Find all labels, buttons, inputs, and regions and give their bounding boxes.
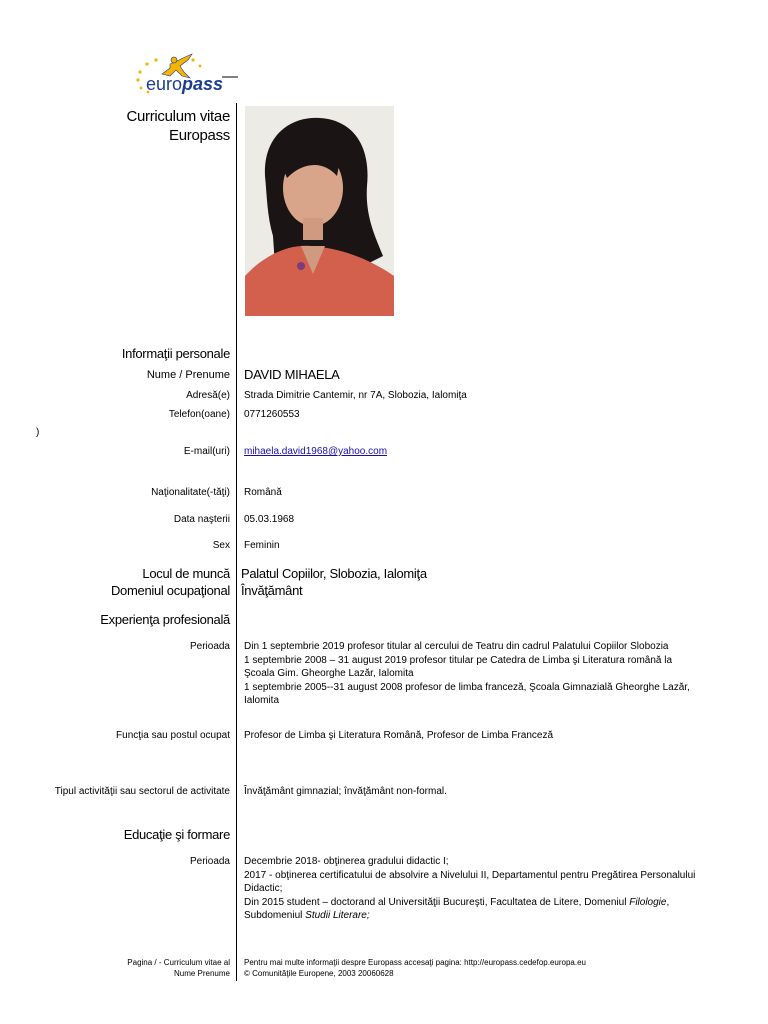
education-period-label: Perioada [189,856,230,867]
experience-period-line: 1 septembrie 2008 – 31 august 2019 profesor titular pe Catedra de Limba şi Literatura română la [244,654,673,666]
europass-wordmark [146,74,223,95]
email-value-wrap [244,446,387,457]
education-line5-italic: Studii Literare; [305,910,370,921]
logo-euro-text: euro [146,74,183,94]
position-value: Profesor de Limba şi Literatura Română, Profesor de Limba Franceză [244,730,554,741]
occupational-domain-value: Învăţământ [241,583,303,598]
footer-right-line2: © Comunităţile Europene, 2003 20060628 [244,969,394,978]
education-line4-italic: Filologie [629,896,667,908]
footer-right-line1: Pentru mai multe informaţii despre Europass accesaţi pagina: http://europass.cedefop.europa.eu [244,958,586,967]
education-line5-text: Subdomeniul [244,910,306,921]
activity-sector-label: Tipul activităţii sau sectorul de activitate [54,786,230,797]
phone-value: 0771260553 [244,409,300,420]
section-experience-title: Experienţa profesională [100,612,230,627]
activity-sector-value: Învăţământ gimnazial; învăţământ non-formal. [244,786,447,797]
phone-label: Telefon(oane) [168,409,230,420]
sex-value: Feminin [244,540,280,551]
experience-period-line: 1 septembrie 2005--31 august 2008 profesor de limba franceză, Şcoala Gimnazială Gheorghe Lazăr, [244,681,690,693]
column-divider-top [236,103,237,963]
cv-title-line1: Curriculum vitae [126,108,230,125]
education-line: Decembrie 2018- obţinerea gradului didactic I; [244,856,449,867]
europass-logo [130,50,240,98]
education-line: 2017 - obţinerea certificatului de absolvire a Nivelului II, Departamentul pentru Pregătirea Personalului [244,869,696,881]
section-education-title: Educaţie şi formare [123,827,230,842]
education-line4-text: Din 2015 student – doctorand al Universităţii Bucureşti, Facultatea de Litere, Domeniul [244,896,630,908]
experience-period-line: Din 1 septembrie 2019 profesor titular al cercului de Teatru din cadrul Palatului Copiilor Slobozia [244,641,669,652]
address-label: Adresă(e) [186,390,230,401]
address-value: Strada Dimitrie Cantemir, nr 7A, Slobozia, Ialomiţa [244,390,467,401]
education-period-value [244,855,734,923]
cv-title-line2: Europass [169,127,230,144]
footer-left-line2: Nume Prenume [173,969,230,978]
experience-period-line: Ialomita [244,695,280,706]
experience-period-value [244,640,734,708]
email-label: E-mail(uri) [183,446,230,457]
profile-photo-image [245,106,394,316]
education-line: Didactic; [244,883,283,894]
birthdate-value: 05.03.1968 [244,514,295,525]
nationality-label: Naţionalitate(-tăţi) [151,487,230,498]
name-label: Nume / Prenume [146,369,230,381]
workplace-value: Palatul Copiilor, Slobozia, Ialomiţa [241,566,427,581]
experience-period-label: Perioada [189,641,230,652]
occupational-domain-label: Domeniul ocupaţional [110,583,230,598]
nationality-value: Română [244,487,282,498]
education-line [244,896,734,910]
stray-character: ) [36,427,40,438]
birthdate-label: Data naşterii [173,514,230,525]
footer-left-line1: Pagina / - Curriculum vitae al [127,958,230,967]
education-line4-end: , [666,896,670,908]
column-divider-footer [236,955,237,981]
education-line [244,909,734,923]
profile-photo [245,106,394,316]
email-link[interactable]: mihaela.david1968@yahoo.com [244,446,388,457]
logo-pass-text: pass [182,74,224,94]
section-personal-info-title: Informaţii personale [121,346,230,361]
experience-period-line: Şcoala Gim. Gheorghe Lazăr, Ialomita [244,668,414,679]
position-label: Funcţia sau postul ocupat [116,730,230,741]
sex-label: Sex [212,540,230,551]
workplace-label: Locul de muncă [142,566,230,581]
name-value: DAVID MIHAELA [244,367,340,382]
